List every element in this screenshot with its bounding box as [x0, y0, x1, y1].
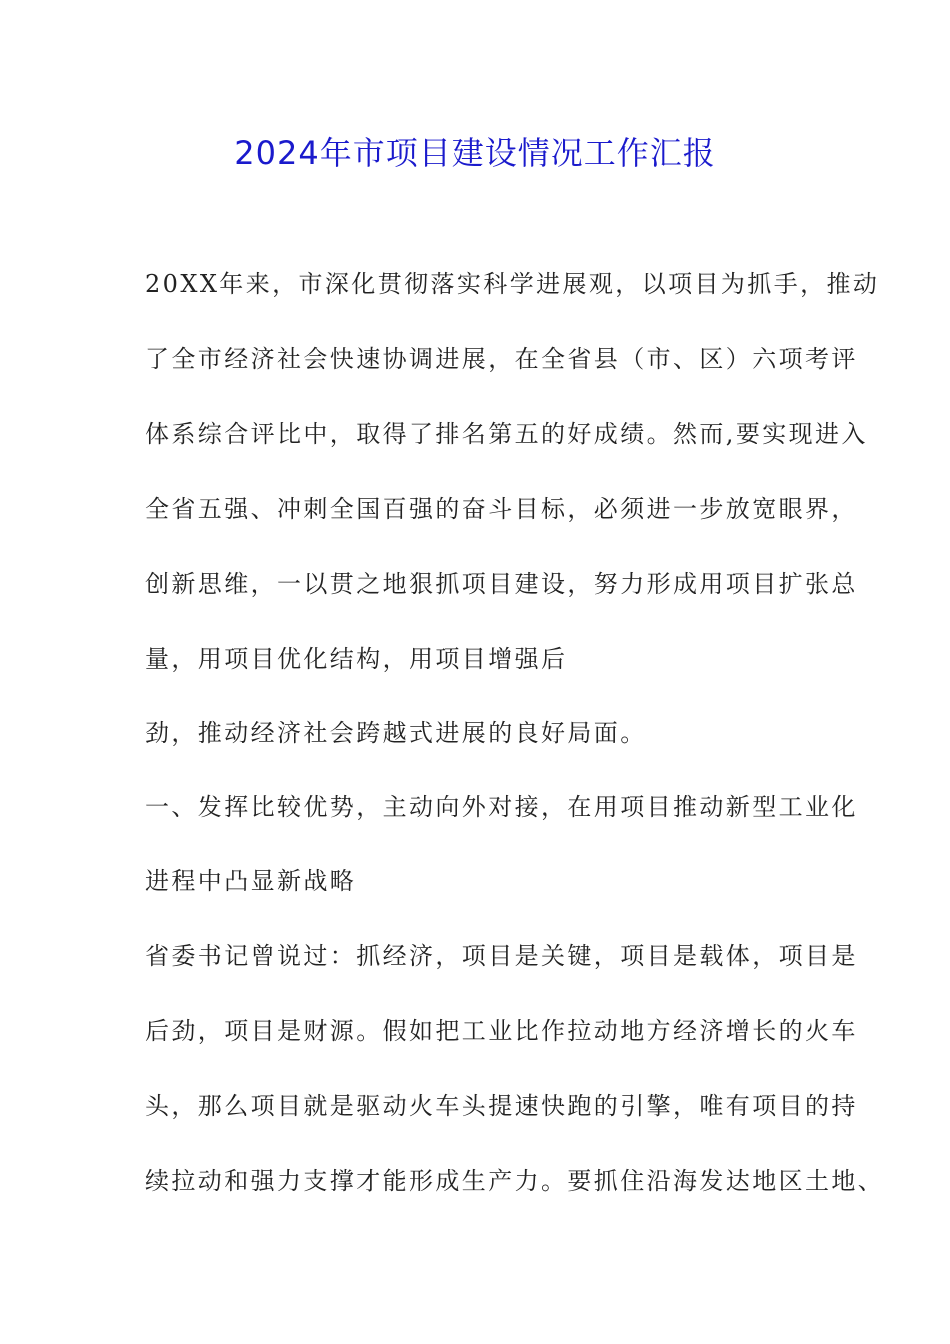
- section-heading-line-2: 进程中凸显新战略: [145, 867, 357, 895]
- body-line-6: 量，用项目优化结构，用项目增强后: [145, 645, 568, 673]
- body-line-3: 体系综合评比中，取得了排名第五的好成绩。然而,要实现进入: [145, 420, 868, 448]
- body-line-2: 了全市经济社会快速协调进展，在全省县（市、区）六项考评: [145, 345, 858, 373]
- body-line-9: 后劲，项目是财源。假如把工业比作拉动地方经济增长的火车: [145, 1017, 858, 1045]
- section-heading-line-1: 一、发挥比较优势，主动向外对接，在用项目推动新型工业化: [145, 793, 858, 821]
- body-line-8: 省委书记曾说过：抓经济，项目是关键，项目是载体，项目是: [145, 942, 858, 970]
- document-title: 2024年市项目建设情况工作汇报: [234, 134, 716, 172]
- body-line-4: 全省五强、冲刺全国百强的奋斗目标，必须进一步放宽眼界，: [145, 495, 858, 523]
- body-line-7: 劲，推动经济社会跨越式进展的良好局面。: [145, 719, 647, 747]
- body-line-5: 创新思维，一以贯之地狠抓项目建设，努力形成用项目扩张总: [145, 570, 858, 598]
- body-line-1: 20XX年来，市深化贯彻落实科学进展观，以项目为抓手，推动: [145, 270, 880, 298]
- body-line-11: 续拉动和强力支撑才能形成生产力。要抓住沿海发达地区土地、: [145, 1167, 885, 1195]
- body-line-10: 头，那么项目就是驱动火车头提速快跑的引擎，唯有项目的持: [145, 1092, 858, 1120]
